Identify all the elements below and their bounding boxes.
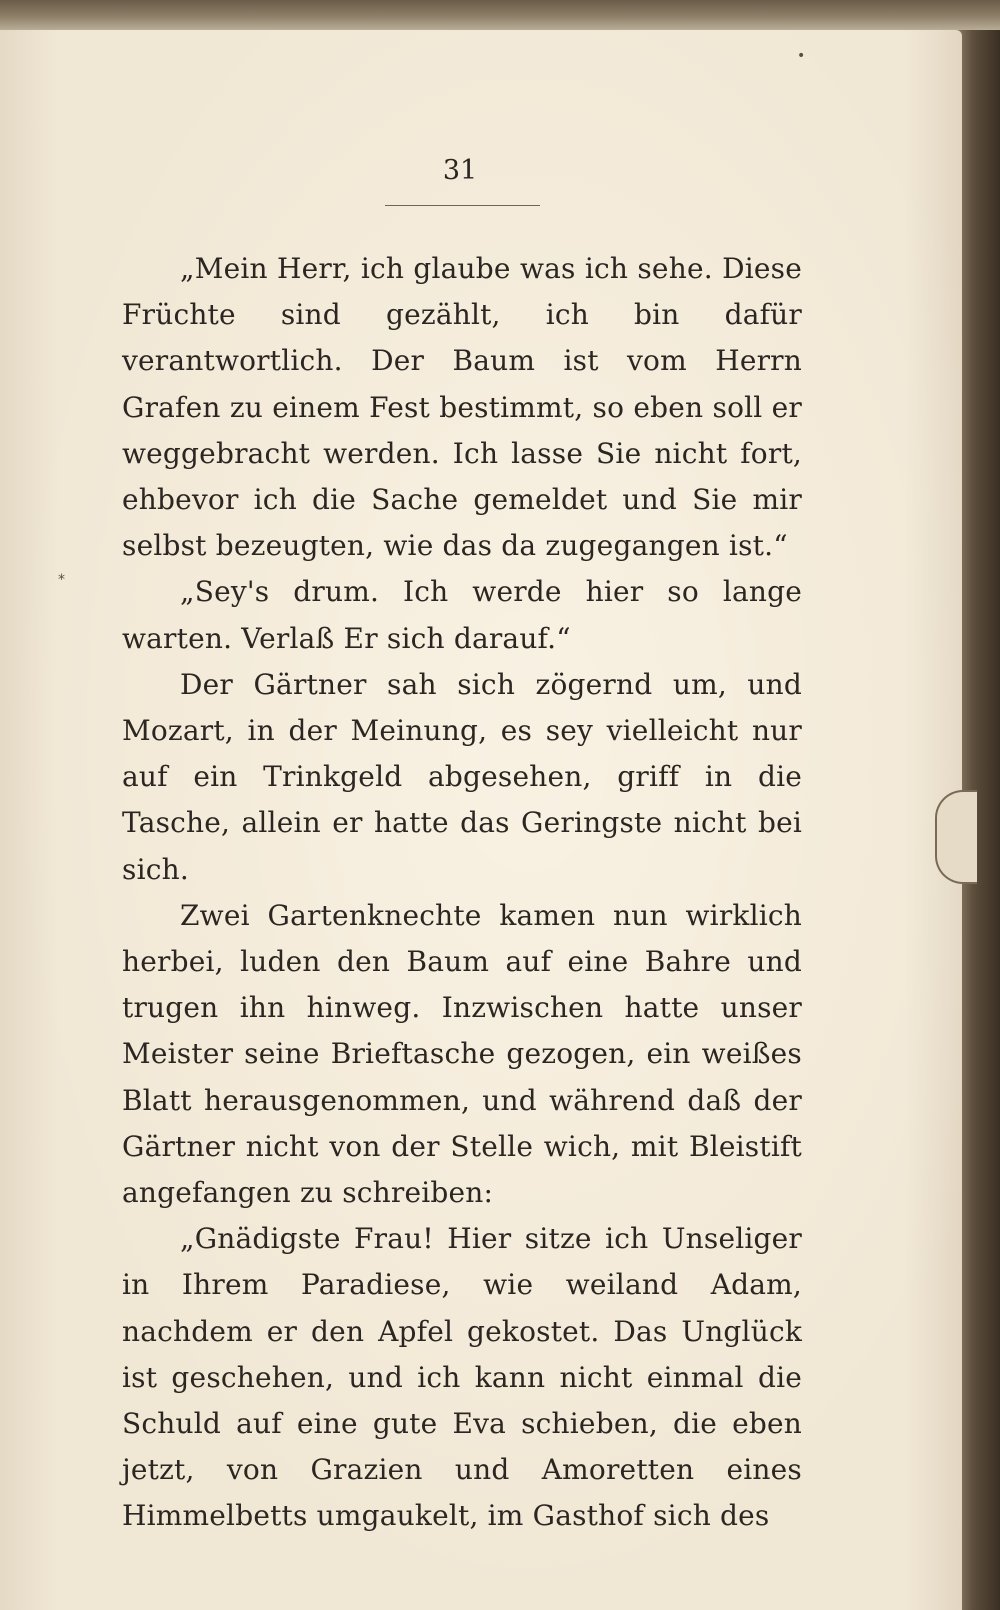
page-clip	[935, 790, 977, 884]
paragraph: Zwei Gartenknechte kamen nun wirklich herbei, luden den Baum auf eine Bahre und trugen ihn hinweg. Inzwischen hatte unser Meister seine Brieftasche gezogen, ein weißes Blatt herausgenommen, und während daß der Gärtner nicht von der Stelle wich, mit Bleistift angefangen zu schreiben:	[122, 898, 802, 1210]
header-rule	[385, 205, 540, 206]
body-text	[122, 246, 802, 1540]
paragraph: „Sey's drum. Ich werde hier so lange warten. Verlaß Er sich darauf.“	[122, 575, 802, 655]
page-number: 31	[442, 155, 478, 186]
margin-mark: *	[58, 572, 65, 588]
paragraph: „Mein Herr, ich glaube was ich sehe. Diese Früchte sind gezählt, ich bin dafür verantwortlich. Der Baum ist vom Herrn Grafen zu einem Fest bestimmt, so eben soll er weggebracht werden. Ich lasse Sie nicht fort, ehbevor ich die Sache gemeldet und Sie mir selbst bezeugten, wie das da zugegangen ist.“	[122, 252, 802, 563]
ink-speck: •	[797, 48, 806, 64]
paragraph: „Gnädigste Frau! Hier sitze ich Unseliger in Ihrem Paradiese, wie weiland Adam, nachdem er den Apfel gekostet. Das Unglück ist geschehen, und ich kann nicht einmal die Schuld auf eine gute Eva schieben, die eben jetzt, von Grazien und Amoretten eines Himmelbetts umgaukelt, im Gasthof sich des	[122, 1222, 802, 1533]
paragraph: Der Gärtner sah sich zögernd um, und Mozart, in der Meinung, es sey vielleicht nur auf ein Trinkgeld abgesehen, griff in die Tasche, allein er hatte das Geringste nicht bei sich.	[122, 667, 802, 886]
